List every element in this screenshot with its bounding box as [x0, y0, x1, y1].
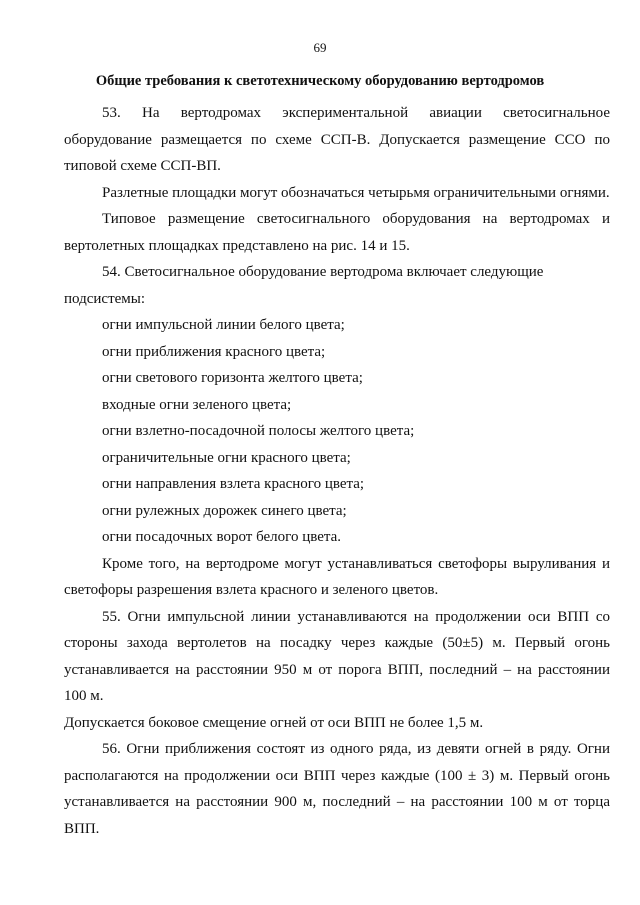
list-item: огни светового горизонта желтого цвета; [102, 370, 363, 386]
paragraph-56: 56. Огни приближения состоят из одного ряда, из девяти огней в ряду. Огни располагаются на продолжении оси ВПП через каждые (100 ± 3) м. Первый огонь устанавливается на расстоянии 900 м, последний – на расстоянии 100 м от торца ВПП. [64, 741, 610, 837]
list-item: огни посадочных ворот белого цвета. [102, 529, 342, 545]
list-item: входные огни зеленого цвета; [102, 396, 292, 413]
paragraph-53-typical-layout: Типовое размещение светосигнального оборудования на вертодромах и вертолетных площадках представлено на рис. 14 и 15. [64, 211, 610, 254]
paragraph-54: 54. Светосигнальное оборудование вертодрома включает следующие подсистемы: [64, 264, 544, 307]
page-number: 69 [313, 40, 327, 55]
paragraph-54-signals: Кроме того, на вертодроме могут устанавливаться светофоры выруливания и светофоры разрешения взлета красного и зеленого цветов. [64, 555, 610, 598]
list-item: ограничительные огни красного цвета; [102, 449, 351, 466]
section-title: Общие требования к светотехническому оборудованию вертодромов [95, 73, 545, 89]
list-item: огни взлетно-посадочной полосы желтого цвета; [102, 423, 415, 439]
paragraph-53: 53. На вертодромах экспериментальной авиации светосигнальное оборудование размещается по схеме ССП-В. Допускается размещение ССО по типовой схеме ССП-ВП. [64, 105, 610, 174]
list-item: огни направления взлета красного цвета; [102, 476, 365, 492]
list-item: огни рулежных дорожек синего цвета; [102, 502, 347, 519]
paragraph-53-landing-areas: Разлетные площадки могут обозначаться четырьмя ограничительными огнями. [102, 184, 610, 201]
list-item: огни приближения красного цвета; [102, 343, 326, 360]
list-item: огни импульсной линии белого цвета; [102, 317, 345, 333]
document-body [64, 100, 610, 842]
paragraph-55-offset: Допускается боковое смещение огней от оси ВПП не более 1,5 м. [64, 714, 484, 731]
paragraph-55: 55. Огни импульсной линии устанавливаются на продолжении оси ВПП со стороны захода вертолетов на посадку через каждые (50±5) м. Первый огонь устанавливается на расстоянии 950 м от порога ВПП, последний – на расстоянии 100 м. [64, 608, 610, 704]
